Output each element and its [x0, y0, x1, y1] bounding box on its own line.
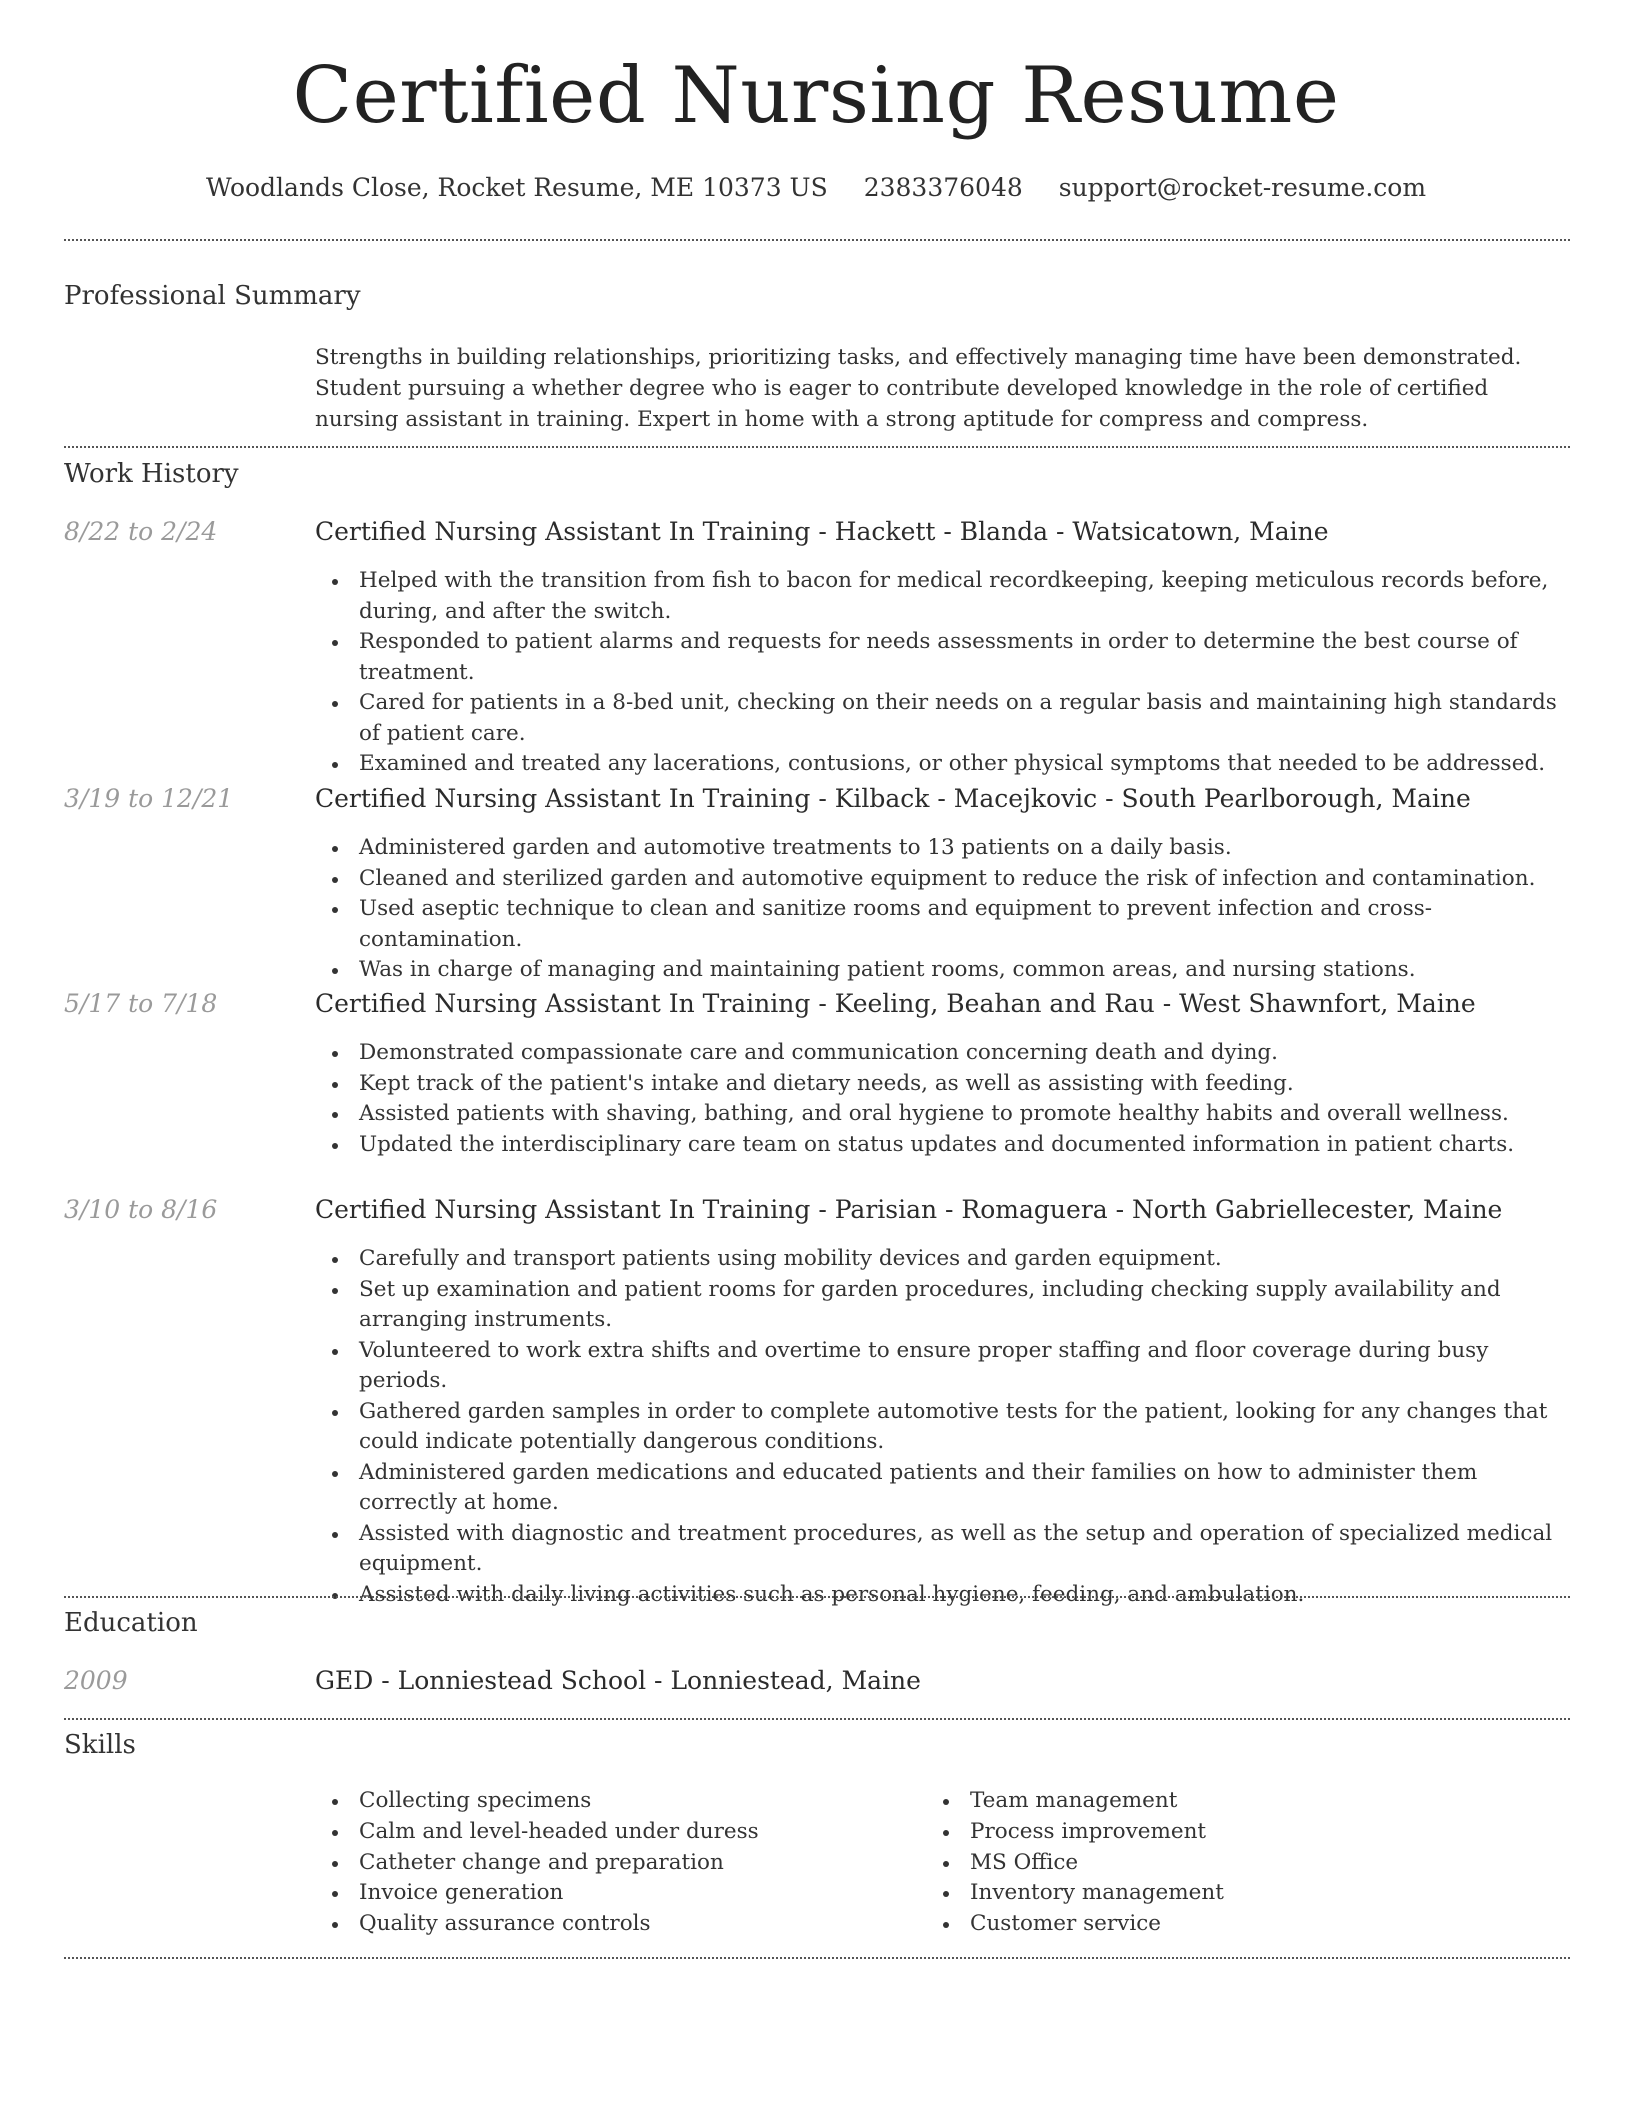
list-item: Administered garden and automotive treatments to 13 patients on a daily basis. — [315, 833, 1570, 864]
list-item: Responded to patient alarms and requests for needs assessments in order to determine the best course of treatment. — [315, 627, 1570, 688]
job-bullets — [315, 833, 1570, 986]
summary-text: Strengths in building relationships, prioritizing tasks, and effectively managing time have been demonstrated. Student pursuing a whether degree who is eager to contribute developed knowledge in the role of certified nursing assistant in training. Expert in home with a strong aptitude for compress and compress. — [315, 345, 1522, 432]
section-heading-summary: Professional Summary — [64, 281, 361, 311]
list-item: Team management — [926, 1786, 1526, 1817]
list-item: Updated the interdisciplinary care team on status updates and documented information in patient charts. — [315, 1130, 1570, 1161]
contact-email: support@rocket-resume.com — [1058, 173, 1427, 202]
job-dates: 3/19 to 12/21 — [64, 784, 234, 813]
list-item: Catheter change and preparation — [315, 1848, 915, 1879]
list-item: Demonstrated compassionate care and communication concerning death and dying. — [315, 1038, 1570, 1069]
job-title: Certified Nursing Assistant In Training - Kilback - Macejkovic - South Pearlborough, Maine — [315, 784, 1471, 813]
list-item: Assisted with daily living activities such as personal hygiene, feeding, and ambulation. — [315, 1580, 1570, 1611]
job-title: Certified Nursing Assistant In Training - Keeling, Beahan and Rau - West Shawnfort, Maine — [315, 989, 1476, 1018]
list-item: Assisted patients with shaving, bathing, and oral hygiene to promote healthy habits and overall wellness. — [315, 1099, 1570, 1130]
list-item: Invoice generation — [315, 1878, 915, 1909]
contact-phone: 2383376048 — [863, 173, 1023, 202]
divider — [64, 239, 1570, 241]
list-item: Administered garden medications and educated patients and their families on how to administer them correctly at home. — [315, 1458, 1570, 1519]
job-dates: 3/10 to 8/16 — [64, 1195, 218, 1224]
list-item: Gathered garden samples in order to complete automotive tests for the patient, looking for any changes that could indicate potentially dangerous conditions. — [315, 1397, 1570, 1458]
job-bullets — [315, 1244, 1570, 1610]
education-year: 2009 — [64, 1666, 128, 1695]
skills-list-left — [315, 1786, 915, 1940]
section-heading-education: Education — [64, 1608, 198, 1638]
list-item: Assisted with diagnostic and treatment procedures, as well as the setup and operation of specialized medical equipment. — [315, 1519, 1570, 1580]
list-item: Helped with the transition from fish to bacon for medical recordkeeping, keeping meticulous records before, during, and after the switch. — [315, 566, 1570, 627]
list-item: Used aseptic technique to clean and sanitize rooms and equipment to prevent infection and cross-contamination. — [315, 894, 1570, 955]
list-item: Volunteered to work extra shifts and overtime to ensure proper staffing and floor coverage during busy periods. — [315, 1336, 1570, 1397]
job-bullets — [315, 1038, 1570, 1160]
list-item: Cared for patients in a 8-bed unit, checking on their needs on a regular basis and maintaining high standards of patient care. — [315, 688, 1570, 749]
list-item: Customer service — [926, 1909, 1526, 1940]
list-item: Process improvement — [926, 1817, 1526, 1848]
list-item: Calm and level-headed under duress — [315, 1817, 915, 1848]
list-item: Was in charge of managing and maintaining patient rooms, common areas, and nursing stations. — [315, 955, 1570, 986]
section-heading-skills: Skills — [64, 1730, 136, 1760]
section-heading-work: Work History — [64, 459, 239, 489]
list-item: Set up examination and patient rooms for garden procedures, including checking supply availability and arranging instruments. — [315, 1275, 1570, 1336]
contact-line — [0, 172, 1632, 205]
contact-address: Woodlands Close, Rocket Resume, ME 10373 US — [205, 173, 828, 202]
list-item: Kept track of the patient's intake and dietary needs, as well as assisting with feeding. — [315, 1069, 1570, 1100]
job-dates: 8/22 to 2/24 — [64, 517, 218, 546]
divider — [64, 1718, 1570, 1720]
list-item: Quality assurance controls — [315, 1909, 915, 1940]
list-item: MS Office — [926, 1848, 1526, 1879]
list-item: Cleaned and sterilized garden and automotive equipment to reduce the risk of infection and contamination. — [315, 864, 1570, 895]
divider — [64, 446, 1570, 448]
education-entry: GED - Lonniestead School - Lonniestead, Maine — [315, 1666, 921, 1695]
resume-title: Certified Nursing Resume — [292, 51, 1340, 141]
job-title: Certified Nursing Assistant In Training - Hackett - Blanda - Watsicatown, Maine — [315, 517, 1329, 546]
job-bullets — [315, 566, 1570, 780]
list-item: Carefully and transport patients using mobility devices and garden equipment. — [315, 1244, 1570, 1275]
skills-list-right — [926, 1786, 1526, 1940]
list-item: Examined and treated any lacerations, contusions, or other physical symptoms that needed to be addressed. — [315, 749, 1570, 780]
job-dates: 5/17 to 7/18 — [64, 989, 218, 1018]
list-item: Inventory management — [926, 1878, 1526, 1909]
divider — [64, 1596, 1570, 1598]
list-item: Collecting specimens — [315, 1786, 915, 1817]
divider — [64, 1957, 1570, 1959]
job-title: Certified Nursing Assistant In Training - Parisian - Romaguera - North Gabriellecester, Maine — [315, 1195, 1503, 1224]
